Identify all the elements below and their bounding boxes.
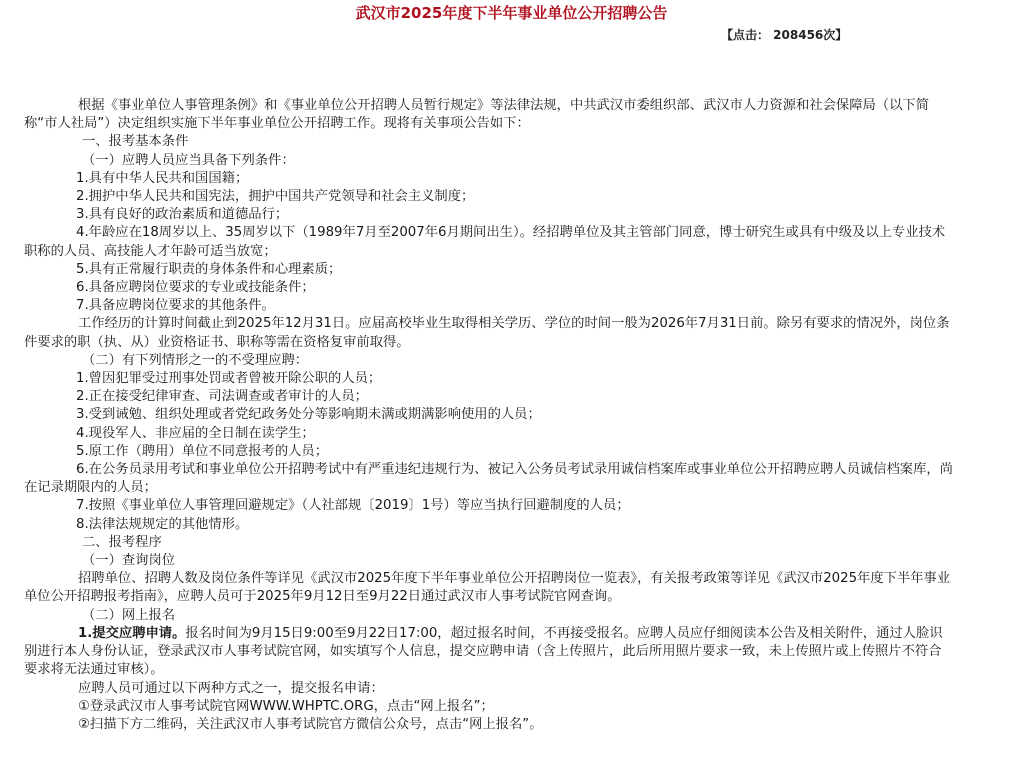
- note-paragraph: 工作经历的计算时间截止到2025年12月31日。应届高校毕业生取得相关学历、学位的时间一般为2026年7月31日前。除另有要求的情况外，岗位条件要求的职（执、从）业资格证书、职称等需在资格复审前取得。: [24, 316, 950, 350]
- methods-intro: 应聘人员可通过以下两种方式之一，提交报名申请：: [78, 680, 384, 696]
- method-2: ②扫描下方二维码，关注武汉市人事考试院官方微信公众号，点击“网上报名”。: [78, 716, 543, 732]
- list-item: 6.具备应聘岗位要求的专业或技能条件；: [76, 280, 315, 296]
- subsection-heading: （一）查询岗位: [82, 553, 176, 569]
- website-link[interactable]: WWW.WHPTC.ORG: [249, 698, 374, 714]
- list-item: 7.具备应聘岗位要求的其他条件。: [76, 298, 275, 314]
- list-item: 4.年龄应在18周岁以上、35周岁以下（1989年7月至2007年6月期间出生）。经招聘单位及其主管部门同意，博士研究生或具有中级及以上专业技术职称的人员、高技能人才年龄可适当放宽；: [24, 225, 946, 259]
- list-item: 5.原工作（聘用）单位不同意报考的人员；: [76, 443, 329, 459]
- step-text: 报名时间为9月15日9:00至9月22日17:00，超过报名时间，不再接受报名。应聘人员应仔细阅读本公告及相关附件，通过人脸识别进行本人身份认证，登录武汉市人事考试院官网，如实填写个人信息，提交应聘申请（含上传照片，此后所用照片要求一致，未上传照片或上传照片不符合要求将无法通过审核）。: [24, 625, 943, 678]
- article-body: [24, 97, 954, 734]
- list-item: 1.曾因犯罪受过刑事处罚或者曾被开除公职的人员；: [76, 371, 382, 387]
- list-item: 5.具有正常履行职责的身体条件和心理素质；: [76, 261, 342, 277]
- list-item: 1.具有中华人民共和国国籍；: [76, 170, 249, 186]
- subsection-heading: （二）网上报名: [82, 607, 176, 623]
- page-title: 武汉市2025年度下半年事业单位公开招聘公告: [355, 4, 668, 22]
- method-1-prefix: ①登录武汉市人事考试院官网: [78, 698, 250, 714]
- step-label: 1.提交应聘申请。: [78, 625, 186, 641]
- list-item: 8.法律法规规定的其他情形。: [76, 516, 249, 532]
- section-heading: 一、报考基本条件: [82, 134, 189, 150]
- method-1: [24, 698, 954, 716]
- intro-paragraph: 根据《事业单位人事管理条例》和《事业单位公开招聘人员暂行规定》等法律法规，中共武汉市委组织部、武汉市人力资源和社会保障局（以下简称“市人社局”）决定组织实施下半年事业单位公开招聘工作。现将有关事项公告如下：: [24, 98, 929, 132]
- list-item: 4.现役军人、非应届的全日制在读学生；: [76, 425, 315, 441]
- method-1-suffix: ，点击“网上报名”；: [373, 698, 494, 714]
- list-item: 3.具有良好的政治素质和道德品行；: [76, 207, 289, 223]
- subsection-heading: （二）有下列情形之一的不受理应聘：: [82, 352, 309, 368]
- section-heading: 二、报考程序: [82, 534, 162, 550]
- list-item: 7.按照《事业单位人事管理回避规定》（人社部规〔2019〕1号）等应当执行回避制度的人员；: [76, 498, 630, 514]
- list-item: 3.受到诫勉、组织处理或者党纪政务处分等影响期未满或期满影响使用的人员；: [76, 407, 541, 423]
- list-item: 6.在公务员录用考试和事业单位公开招聘考试中有严重违纪违规行为、被记入公务员考试录用诚信档案库或事业单位公开招聘应聘人员诚信档案库，尚在记录期限内的人员；: [24, 462, 953, 496]
- list-item: 2.正在接受纪律审查、司法调查或者审计的人员；: [76, 389, 368, 405]
- click-counter: 【点击： 208456次】: [721, 28, 848, 42]
- query-paragraph: 招聘单位、招聘人数及岗位条件等详见《武汉市2025年度下半年事业单位公开招聘岗位一览表》，有关报考政策等详见《武汉市2025年度下半年事业单位公开招聘报考指南》，应聘人员可于2025年9月12日至9月22日通过武汉市人事考试院官网查询。: [24, 571, 951, 605]
- list-item: 2.拥护中华人民共和国宪法，拥护中国共产党领导和社会主义制度；: [76, 189, 475, 205]
- submit-application-paragraph: [24, 625, 954, 680]
- subsection-heading: （一）应聘人员应当具备下列条件：: [82, 152, 295, 168]
